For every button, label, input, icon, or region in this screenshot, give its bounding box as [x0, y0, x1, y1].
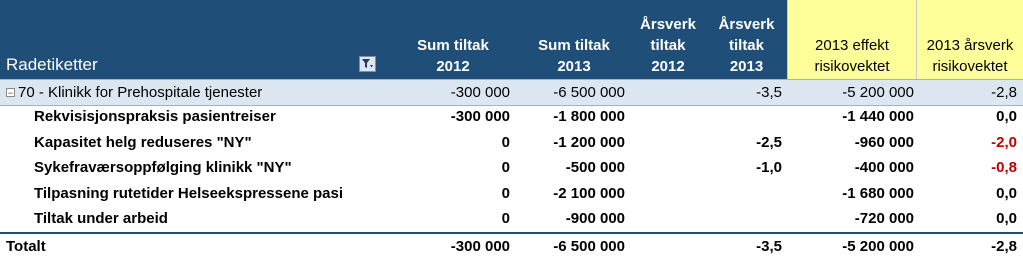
- cell-aarsverk-2013: [706, 181, 782, 206]
- col-header-line: tiltak: [650, 37, 686, 54]
- group-label-text: 70 - Klinikk for Prehospitale tjenester: [18, 84, 263, 101]
- cell-sum-2012: 0: [501, 185, 510, 202]
- col-header-line: 2013 årsverk: [926, 37, 1014, 54]
- group-row-label: [6, 80, 386, 105]
- cell-aarsverk-2012: [630, 206, 702, 231]
- cell-effekt: -400 000: [854, 159, 914, 176]
- row-labels-header[interactable]: [6, 0, 306, 79]
- cell-effekt: -1 680 000: [842, 185, 914, 202]
- cell-aarsverk-2012: [630, 104, 702, 129]
- cell-sum-2012: 0: [501, 159, 510, 176]
- col-header-sum-2013[interactable]: [518, 0, 630, 79]
- cell-aarsverk-2012: [630, 234, 702, 259]
- cell-effekt: -1 440 000: [842, 108, 914, 125]
- col-header-line: 2012: [436, 58, 470, 75]
- cell-aarsverk-risk: 0,0: [996, 108, 1017, 125]
- row-labels-text: Radetiketter: [6, 55, 98, 74]
- col-header-line: Årsverk: [640, 16, 696, 33]
- col-header-line: 2013 effekt: [815, 37, 889, 54]
- col-header-line: 2012: [651, 58, 685, 75]
- total-label: Totalt: [6, 238, 46, 255]
- cell-sum-2012: 0: [501, 134, 510, 151]
- col-header-line: Årsverk: [718, 16, 775, 33]
- cell-sum-2013: -1 200 000: [553, 134, 625, 151]
- row-label: Kapasitet helg reduseres "NY": [34, 134, 252, 151]
- table-row[interactable]: [0, 104, 1023, 129]
- cell-aarsverk-risk: 0,0: [996, 185, 1017, 202]
- cell-sum-2013: -500 000: [565, 159, 625, 176]
- table-row[interactable]: [0, 155, 1023, 180]
- cell-aarsverk-risk: -2,8: [991, 238, 1017, 255]
- cell-aarsverk-2012: [630, 155, 702, 180]
- cell-sum-2013: -900 000: [565, 210, 625, 227]
- col-header-line: tiltak: [728, 37, 764, 54]
- group-row[interactable]: [0, 79, 1023, 106]
- cell-sum-2013: -6 500 000: [553, 84, 625, 101]
- cell-aarsverk-2013: [706, 206, 782, 231]
- cell-aarsverk-2012: [630, 80, 702, 105]
- collapse-toggle-icon[interactable]: −: [7, 88, 14, 98]
- col-header-effekt-risikovektet[interactable]: [787, 0, 916, 79]
- col-header-line: 2013: [729, 58, 764, 75]
- col-header-aarsverk-risikovektet[interactable]: [916, 0, 1023, 79]
- cell-aarsverk-2012: [630, 181, 702, 206]
- cell-sum-2013: -6 500 000: [553, 238, 625, 255]
- row-label: Rekvisisjonspraksis pasientreiser: [34, 108, 276, 125]
- filter-dropdown-icon[interactable]: [359, 56, 376, 72]
- col-header-line: risikovektet: [814, 58, 890, 75]
- row-label: Sykefraværsoppfølging klinikk "NY": [34, 159, 292, 176]
- col-header-line: risikovektet: [932, 58, 1008, 75]
- cell-sum-2012: -300 000: [450, 108, 510, 125]
- cell-sum-2013: -1 800 000: [553, 108, 625, 125]
- cell-sum-2012: -300 000: [450, 238, 510, 255]
- cell-effekt: -5 200 000: [842, 84, 914, 101]
- cell-aarsverk-2013: [706, 104, 782, 129]
- cell-aarsverk-risk: 0,0: [996, 210, 1017, 227]
- cell-aarsverk-risk: -2,0: [991, 134, 1017, 151]
- cell-aarsverk-2012: [630, 130, 702, 155]
- cell-sum-2013: -2 100 000: [553, 185, 625, 202]
- col-header-aarsverk-2012[interactable]: [630, 0, 706, 79]
- cell-effekt: -720 000: [854, 210, 914, 227]
- col-header-line: Sum tiltak: [417, 37, 489, 54]
- cell-aarsverk-risk: -2,8: [991, 84, 1017, 101]
- table-row[interactable]: [0, 130, 1023, 155]
- cell-aarsverk-2013: -3,5: [756, 238, 782, 255]
- table-row[interactable]: [0, 206, 1023, 231]
- cell-aarsverk-2013: -3,5: [756, 84, 782, 101]
- row-label: Tilpasning rutetider Helseekspressene pasi: [34, 185, 344, 202]
- col-header-sum-2012[interactable]: [388, 0, 518, 79]
- cell-effekt: -960 000: [854, 134, 914, 151]
- pivot-header: [0, 0, 1023, 79]
- cell-aarsverk-2013: -2,5: [756, 134, 782, 151]
- grand-total-row[interactable]: [0, 232, 1023, 260]
- col-header-line: Sum tiltak: [538, 37, 610, 54]
- cell-sum-2012: 0: [501, 210, 510, 227]
- row-label: Tiltak under arbeid: [34, 210, 168, 227]
- col-header-aarsverk-2013[interactable]: [706, 0, 787, 79]
- cell-effekt: -5 200 000: [842, 238, 914, 255]
- table-row[interactable]: [0, 181, 1023, 206]
- col-header-line: 2013: [557, 58, 591, 75]
- cell-aarsverk-2013: -1,0: [756, 159, 782, 176]
- cell-sum-2012: -300 000: [450, 84, 510, 101]
- cell-aarsverk-risk: -0,8: [991, 159, 1017, 176]
